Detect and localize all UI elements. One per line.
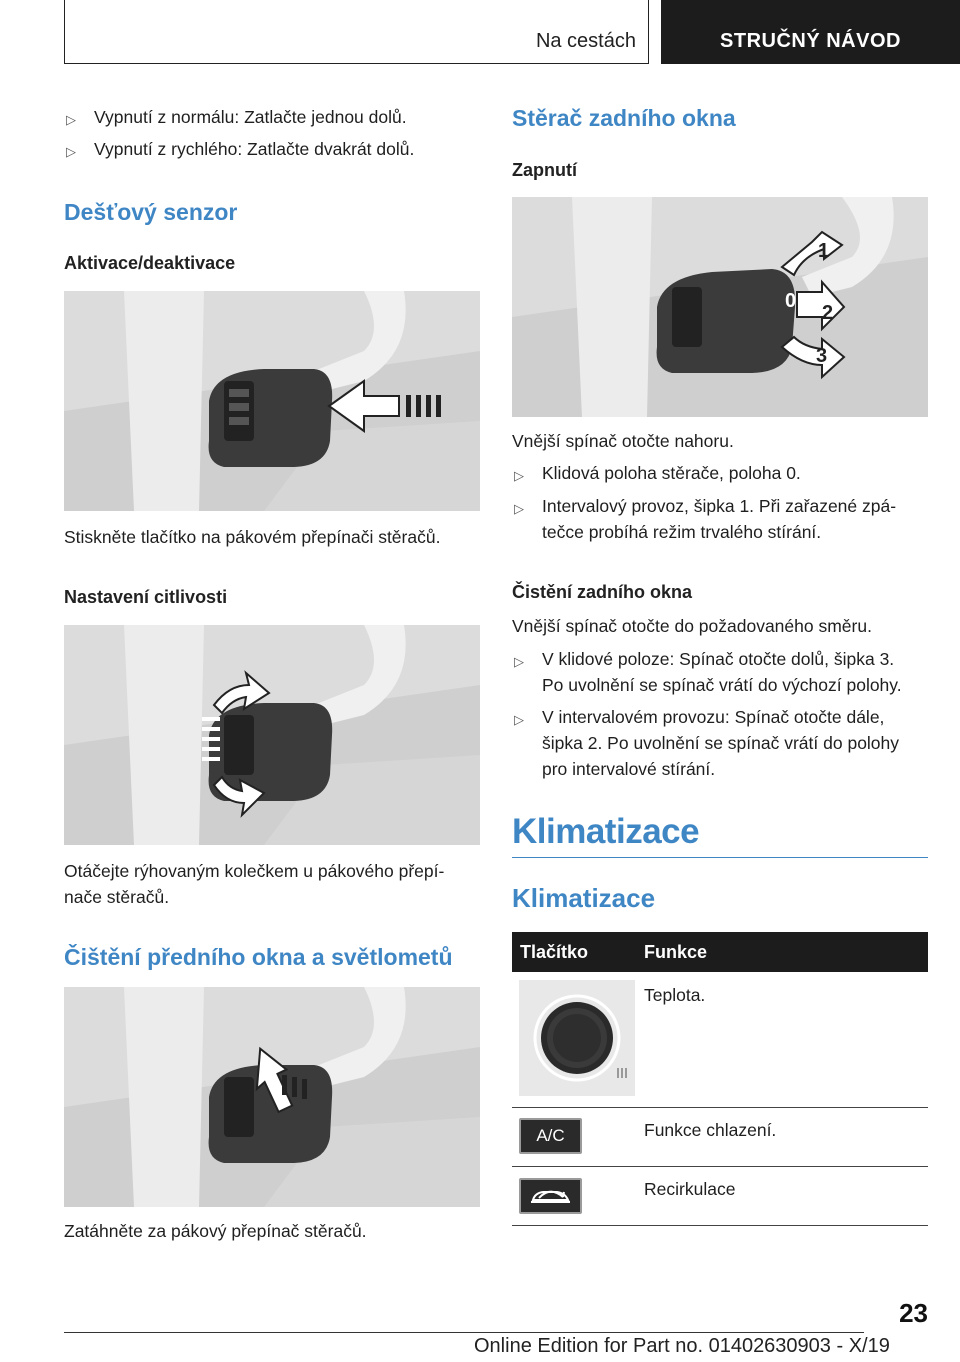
footer-edition-text: Online Edition for Part no. 01402630903 - X/19 <box>474 1335 890 1357</box>
arrow-label: 2 <box>822 302 834 324</box>
header-chapter-tab <box>661 0 960 64</box>
recirculation-button-icon <box>519 1178 582 1214</box>
lever-pull-illustration <box>64 987 480 1207</box>
activation-subheading: Aktivace/deaktivace <box>64 253 236 273</box>
turn-up-text: Vnější spínač otočte nahoru. <box>512 431 734 451</box>
chapter-divider <box>512 857 928 858</box>
climate-section-title: Klimatizace <box>512 883 656 913</box>
lever-press-illustration <box>64 291 480 511</box>
rear-wiper-illustration <box>512 197 928 417</box>
header-chapter-label: STRUČNÝ NÁVOD <box>720 30 901 52</box>
triangle-bullet-icon: ▷ <box>514 468 524 483</box>
triangle-bullet-icon: ▷ <box>66 144 76 159</box>
function-recirculation: Recirkulace <box>644 1179 736 1199</box>
triangle-bullet-icon: ▷ <box>514 654 524 669</box>
triangle-bullet-icon: ▷ <box>514 501 524 516</box>
function-temperature: Teplota. <box>644 985 706 1005</box>
activation-caption: Stiskněte tlačítko na pákovém přepínači stěračů. <box>64 527 441 547</box>
function-cooling: Funkce chlazení. <box>644 1120 777 1140</box>
triangle-bullet-icon: ▷ <box>514 712 524 727</box>
table-row-divider <box>512 1107 928 1108</box>
washer-heading: Čištění předního okna a světlometů <box>64 944 453 970</box>
column-header-button: Tlačítko <box>520 942 589 962</box>
sensitivity-subheading: Nastavení citlivosti <box>64 587 228 607</box>
table-row-divider <box>512 1166 928 1167</box>
switch-on-subheading: Zapnutí <box>512 160 577 180</box>
bullet-text: Vypnutí z rychlého: Zatlačte dvakrát dolů. <box>94 139 415 159</box>
rear-clean-subheading: Čistění zadního okna <box>512 582 693 602</box>
footer-divider <box>64 1332 864 1333</box>
sensitivity-caption-line2: nače stěračů. <box>64 887 170 907</box>
bullet-text: V klidové poloze: Spínač otočte dolů, šipka 3. <box>542 649 895 669</box>
page-number: 23 <box>899 1298 928 1328</box>
sensitivity-caption-line1: Otáčejte rýhovaným kolečkem u pákového přepí‐ <box>64 861 445 881</box>
bullet-text: Po uvolnění se spínač vrátí do výchozí polohy. <box>542 675 902 695</box>
bullet-text: Vypnutí z normálu: Zatlačte jednou dolů. <box>94 107 407 127</box>
temperature-knob-icon <box>519 980 635 1096</box>
bullet-text: šipka 2. Po uvolnění se spínač vrátí do polohy <box>542 733 900 753</box>
position-label: 0 <box>785 290 797 312</box>
arrow-label: 1 <box>818 240 830 262</box>
bullet-text: Klidová poloha stěrače, poloha 0. <box>542 463 801 483</box>
arrow-label: 3 <box>816 345 828 367</box>
knurled-wheel-illustration <box>64 625 480 845</box>
header-section-title: Na cestách <box>535 30 636 52</box>
climate-chapter-title: Klimatizace <box>512 812 700 851</box>
bullet-text: pro intervalové stírání. <box>542 759 716 779</box>
ac-button-label: A/C <box>536 1126 565 1145</box>
bullet-text: tečce probíhá režim trvalého stírání. <box>542 522 822 542</box>
bullet-text: Intervalový provoz, šipka 1. Při zařazené zpá‐ <box>542 496 897 516</box>
table-row-divider <box>512 1225 928 1226</box>
column-header-function: Funkce <box>644 942 708 962</box>
rear-clean-text: Vnější spínač otočte do požadovaného směru. <box>512 616 872 636</box>
bullet-text: V intervalovém provozu: Spínač otočte dále, <box>542 707 885 727</box>
rear-wiper-heading: Stěrač zadního okna <box>512 105 736 131</box>
ac-button-icon <box>519 1118 582 1154</box>
rain-sensor-heading: Dešťový senzor <box>64 199 238 225</box>
washer-caption: Zatáhněte za pákový přepínač stěračů. <box>64 1221 367 1241</box>
triangle-bullet-icon: ▷ <box>66 112 76 127</box>
table-header <box>512 932 928 972</box>
